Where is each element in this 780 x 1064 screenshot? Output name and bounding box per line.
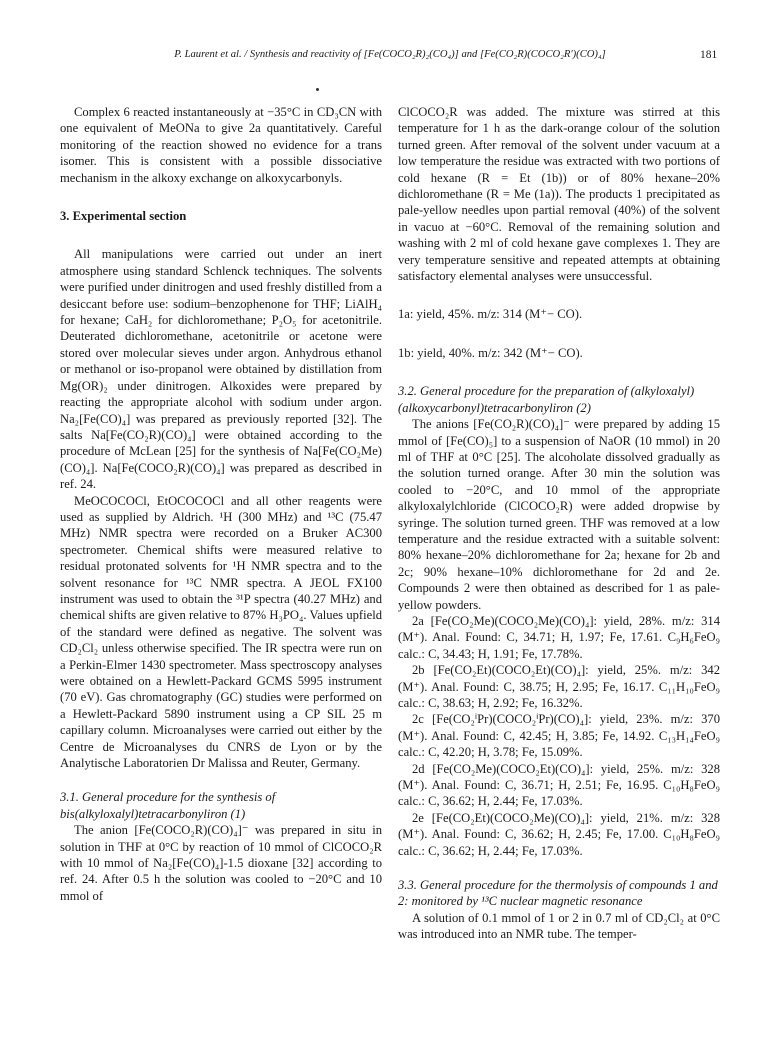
section-title-experimental: 3. Experimental section bbox=[60, 209, 187, 224]
subsection-3-3-title: 3.3. General procedure for the thermolysis of compounds 1 and 2: monitored by ¹³C nuclear magnetic resonance bbox=[398, 878, 718, 909]
compound-2c-data: 2c [Fe(CO₂ⁱPr)(COCO₂ⁱPr)(CO)₄]: yield, 23%. m/z: 370 (M⁺). Anal. Found: C, 42.45; H, 3.85; Fe, 14.92. C₁₃H₁₄FeO₉ calc.: C, 42.20; H, 3.78; Fe, 15.09%. bbox=[398, 712, 720, 760]
compound-2b-data: 2b [Fe(CO₂Et)(COCO₂Et)(CO)₄]: yield, 25%. m/z: 342 (M⁺). Anal. Found: C, 38.75; H, 2.95; Fe, 16.17. C₁₁H₁₀FeO₉ calc.: C, 38.63; H, 2.92; Fe, 16.32%. bbox=[398, 663, 720, 710]
subsection-3-1-title: 3.1. General procedure for the synthesis of bis(alkyloxalyl)tetracarbonyliron (1) bbox=[60, 790, 276, 821]
paragraph-thermolysis: A solution of 0.1 mmol of 1 or 2 in 0.7 ml of CD₂Cl₂ at 0°C was introduced into an NMR tube. The temper- bbox=[398, 910, 720, 942]
page-number: 181 bbox=[700, 49, 718, 61]
paragraph-synthesis-1-cont: ClCOCO₂R was added. The mixture was stirred at this temperature for 1 h as the dark-orange colour of the solution turned green. After removal of the solvent under vacuum at a low temperature the residue was extracted with two portions of cold hexane (R = Et (1b)) or of 80% hexane–20% dichloromethane (R = Me (1a)). The products 1 precipitated as pale-yellow needles upon partial removal (40%) of the solvent in vacuo at −60°C. Removal of the remaining solution and washing with 2 ml of cold hexane gave complexes 1. They are very temperature sensitive and repeated attempts at obtaining satisfactory elemental analyses were unsuccessful. bbox=[398, 105, 720, 284]
left-column bbox=[60, 104, 382, 904]
paragraph-instrumentation: MeOCOCOCl, EtOCOCOCl and all other reagents were used as supplied by Aldrich. ¹H (300 MHz) and ¹³C (75.47 MHz) NMR spectra were recorded on a Bruker AC300 spectrometer. Chemical shifts were measured relative to residual protonated solvents for ¹H NMR spectra and to the solvent resonance for ¹³C NMR spectra. A JEOL FX100 instrument was used to obtain the ³¹P spectra (40.27 MHz) and chemical shifts are given relative to 87% H₃PO₄. Values upfield of the standard were defined as negative. The solvent was CD₂Cl₂ unless otherwise specified. The IR spectra were run on a Perkin-Elmer 1430 spectrometer. Mass spectroscopy analyses were obtained on a Hewlett-Packard GCMS 5995 instrument (70 eV). Gas chromatography (GC) studies were performed on a Hewlett-Packard 5890 instrument using a CP SIL 25 m capillary column. Microanalyses were carried out either by the Centre de Microanalyses du CNRS de Lyon or by the Analytische Laboratorien Dr Malissa and Reuter, Germany. bbox=[60, 493, 382, 771]
print-speck bbox=[316, 88, 319, 91]
compound-1a-data: 1a: yield, 45%. m/z: 314 (M⁺− CO). bbox=[398, 307, 583, 322]
compound-1b-data: 1b: yield, 40%. m/z: 342 (M⁺− CO). bbox=[398, 345, 583, 360]
compound-2d-data: 2d [Fe(CO₂Me)(COCO₂Et)(CO)₄]: yield, 25%. m/z: 328 (M⁺). Anal. Found: C, 36.71; H, 2.51; Fe, 16.95. C₁₀H₈FeO₉ calc.: C, 36.62; H, 2.44; Fe, 17.03%. bbox=[398, 761, 720, 809]
paragraph-preparation-2: The anions [Fe(CO₂R)(CO)₄]⁻ were prepared by adding 15 mmol of [Fe(CO)₅] to a suspension of NaOR (10 mmol) in 20 ml of THF at 0°C [25]. The alcoholate dissolved gradually as the solution turned orange. After 30 min the solution was cooled to −20°C, and 10 mmol of the appropriate alkyloxalylchloride (ClCOCO₂R) were added dropwise by syringe. The solution turned green. THF was removed at a low temperature and the residue extracted with a suitable solvent: 80% hexane–20% dichloromethane for 2a; hexane for 2b and 2c; 90% hexane–10% dichloromethane for 2d and 2e. Compounds 2 were then obtained as described for 1 as pale-yellow powders. bbox=[398, 417, 720, 612]
subsection-3-2-title: 3.2. General procedure for the preparation of (alkyloxalyl)(alkoxycarbonyl)tetracarbonyliron (2) bbox=[398, 384, 695, 415]
compound-2e-data: 2e [Fe(CO₂Et)(COCO₂Me)(CO)₄]: yield, 21%. m/z: 328 (M⁺). Anal. Found: C, 36.62; H, 2.45; Fe, 17.00. C₁₀H₈FeO₉ calc.: C, 36.62; H, 2.44; Fe, 17.03%. bbox=[398, 810, 720, 858]
paragraph-complex-6: Complex 6 reacted instantaneously at −35°C in CD₃CN with one equivalent of MeONa to give 2a quantitatively. Careful monitoring of the reaction showed no evidence for a trans isomer. This is consistent with a possible dissociative mechanism in the alkoxy exchange on alkoxycarbonyls. bbox=[60, 105, 382, 185]
right-column bbox=[398, 104, 720, 943]
compound-2a-data: 2a [Fe(CO₂Me)(COCO₂Me)(CO)₄]: yield, 28%. m/z: 314 (M⁺). Anal. Found: C, 34.71; H, 1.97; Fe, 17.61. C₉H₆FeO₉ calc.: C, 34.43; H, 1.91; Fe, 17.78%. bbox=[398, 613, 720, 661]
running-head: P. Laurent et al. / Synthesis and reactivity of [Fe(COCO₂R)₂(CO₄)] and [Fe(CO₂R)(COCO₂R′)(CO)₄] bbox=[174, 49, 606, 60]
paragraph-general-methods: All manipulations were carried out under an inert atmosphere using standard Schlenck techniques. The solvents were purified under dinitrogen and used freshly distilled from a desiccant before use: sodium–benzophenone for THF; LiAlH₄ for hexane; CaH₂ for dichloromethane; P₂O₅ for acetonitrile. Deuterated dichloromethane, acetonitrile or acetone were stored over molecular sieves under argon. Anhydrous ethanol or methanol or iso-propanol were obtained by distillation from Mg(OR)₂ under dinitrogen. Alkoxides were prepared by reacting the appropriate alcohol with sodium under argon. Na₂[Fe(CO)₄] was prepared as previously reported [32]. The salts Na[Fe(CO₂R)(CO)₄] were obtained according to the procedure of McLean [25] for the synthesis of Na[Fe(CO₂Me)(CO)₄]. Na[Fe(COCO₂R)(CO)₄] was prepared as described in ref. 24. bbox=[60, 247, 382, 492]
paragraph-synthesis-1: The anion [Fe(COCO₂R)(CO)₄]⁻ was prepared in situ in solution in THF at 0°C by reaction of 10 mmol of ClCOCO₂R with 10 mmol of Na₂[Fe(CO)₄]-1.5 dioxane [32] according to ref. 24. After 0.5 h the solution was cooled to −20°C and 10 mmol of bbox=[60, 823, 382, 903]
